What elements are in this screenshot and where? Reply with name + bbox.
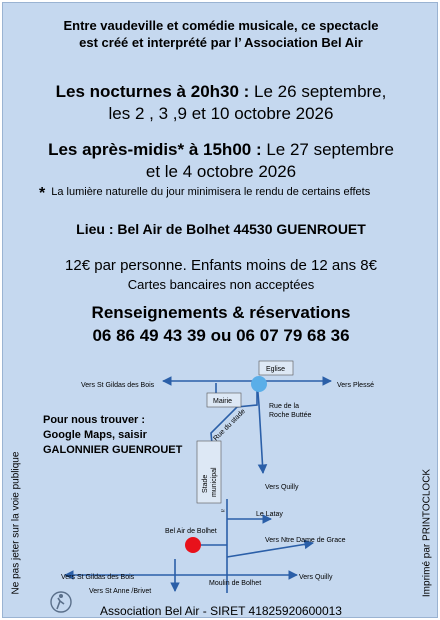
quilly-label-2: Vers Quilly <box>299 574 333 581</box>
reservations-title: Renseignements & réservations <box>91 303 351 322</box>
footer-siret: Association Bel Air - SIRET 41825920600013 <box>100 604 342 618</box>
nocturnes-dates-1: Le 26 septembre, <box>249 82 387 101</box>
flyer <box>2 2 438 618</box>
notre-dame-label: Vers Ntre Dame de Grace <box>265 537 346 544</box>
stade-label-1: Stade <box>202 474 209 493</box>
church-marker-icon <box>251 376 267 392</box>
directions-line-3: GALONNIER GUENROUET <box>43 444 183 456</box>
road-break-mark: ≈ <box>221 508 225 515</box>
reservations-phones[interactable]: 06 86 49 43 39 ou 06 07 79 68 36 <box>92 326 350 345</box>
eglise-label: Eglise <box>266 366 286 373</box>
st-gildas-top-label: Vers St Gildas des Bois <box>81 382 155 389</box>
note-asterisk: * <box>39 185 46 202</box>
ticket-price: 12€ par personne. Enfants moins de 12 ans 8€ <box>65 257 377 274</box>
directions-line-1: Pour nous trouver : <box>43 414 146 426</box>
apres-midis-label: Les après-midis* à 15h00 : <box>48 140 262 159</box>
venue-marker-icon <box>185 537 201 553</box>
roche-label-1: Rue de la <box>269 403 299 410</box>
directions-line-2: Google Maps, saisir <box>43 429 147 441</box>
st-gildas-bottom-label: Vers St Gildas des Bois <box>61 574 135 581</box>
note-text: La lumière naturelle du jour minimisera le rendu de certains effets <box>51 186 371 198</box>
side-note-right: Imprimé par PRINTOCLOCK <box>421 468 433 598</box>
side-note-left: Ne pas jeter sur la voie publique <box>10 451 22 595</box>
access-map <box>3 3 439 619</box>
apres-midis-dates-2: et le 4 octobre 2026 <box>145 162 297 181</box>
intro-line-2: est créé et interprété par l’ Association Bel Air <box>79 35 363 50</box>
quilly-label-1: Vers Quilly <box>265 484 299 491</box>
moulin-label: Moulin de Bolhet <box>209 580 262 587</box>
directions-text <box>43 413 182 458</box>
st-anne-label: Vers St Anne /Brivet <box>89 588 152 595</box>
mairie-label: Mairie <box>213 398 233 405</box>
plesse-label: Vers Plessé <box>337 382 374 389</box>
nocturnes-dates-2: les 2 , 3 ,9 et 10 octobre 2026 <box>108 104 334 123</box>
nocturnes-label: Les nocturnes à 20h30 : <box>55 82 250 101</box>
payment-note: Cartes bancaires non acceptées <box>127 277 315 292</box>
intro-line-1: Entre vaudeville et comédie musicale, ce spectacle <box>63 18 379 33</box>
roche-label-2: Roche Buttée <box>269 412 312 419</box>
le-latay-label: Le Latay <box>256 511 283 518</box>
venue-location: Lieu : Bel Air de Bolhet 44530 GUENROUET <box>76 221 366 237</box>
apres-midis-dates-1: Le 27 septembre <box>261 140 394 159</box>
road-roche-buttee <box>257 381 263 473</box>
bel-air-label: Bel Air de Bolhet <box>165 528 217 535</box>
rue-stade-label: Rue du stade <box>212 408 247 443</box>
stade-label-2: municipal <box>211 467 218 497</box>
road-notre-dame <box>227 543 313 557</box>
